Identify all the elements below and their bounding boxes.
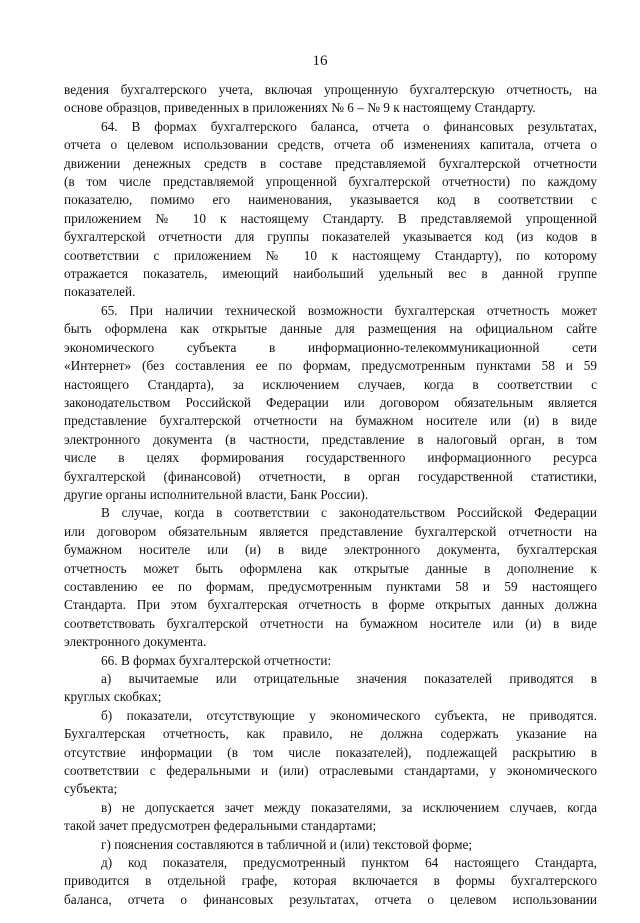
- text-line: движении денежных средств в составе представляемой бухгалтерской отчетности: [64, 155, 597, 171]
- text-line: круглых скобках;: [64, 689, 162, 705]
- document-body: [64, 81, 597, 909]
- text-line: «Интернет» (без составления ее по формам, предусмотренным пунктами 58 и 59: [64, 358, 597, 374]
- text-line: отражается показатель, имеющий наибольший удельный вес в данной группе: [64, 266, 597, 282]
- text-line: или договором обязательным является представление бухгалтерской отчетности на: [64, 523, 597, 539]
- text-line: бухгалтерской (финансовой) отчетности, в орган государственной статистики,: [64, 468, 597, 484]
- text-line: соответствовать бухгалтерской отчетности на бумажном носителе или (и) в виде: [64, 615, 597, 631]
- text-line: 65. При наличии технической возможности бухгалтерская отчетность может: [101, 302, 597, 318]
- text-line: законодательством Российской Федерации или договором обязательным является: [64, 394, 597, 410]
- text-line: д) код показателя, предусмотренный пунктом 64 настоящего Стандарта,: [101, 855, 597, 871]
- text-line: соответствии с федеральными и (или) отраслевыми стандартами, у экономического: [64, 763, 597, 779]
- text-line: бумажном носителе или (и) в виде электронного документа, бухгалтерская: [64, 542, 597, 558]
- text-line: показателей.: [64, 284, 136, 300]
- text-line: бухгалтерской отчетности для группы показателей указывается код (из кодов в: [64, 229, 597, 245]
- text-line: В случае, когда в соответствии с законодательством Российской Федерации: [101, 505, 597, 521]
- text-line: г) пояснения составляются в табличной и (или) текстовой форме;: [101, 836, 473, 852]
- text-line: в) не допускается зачет между показателями, за исключением случаев, когда: [101, 799, 597, 815]
- text-line: баланса, отчета о финансовых результатах, отчета о целевом использовании: [64, 891, 597, 907]
- text-line: другие органы исполнительной власти, Банк России).: [64, 486, 369, 502]
- text-line: приложением № 10 к настоящему Стандарту. В представляемой упрощенной: [64, 210, 597, 226]
- text-line: показателю, помимо его наименования, указывается код в соответствии с: [64, 192, 597, 208]
- text-line: представление бухгалтерской отчетности на бумажном носителе или (и) в виде: [64, 413, 597, 429]
- text-line: экономического субъекта в информационно-телекоммуникационной сети: [64, 339, 597, 355]
- text-line: (в том числе представляемой упрощенной бухгалтерской отчетности) по каждому: [64, 174, 597, 190]
- text-line: основе образцов, приведенных в приложениях № 6 – № 9 к настоящему Стандарту.: [64, 100, 536, 116]
- text-line: Бухгалтерская отчетность, как правило, не должна содержать указание на: [64, 726, 597, 742]
- text-line: электронного документа (в частности, представление в налоговый орган, в том: [64, 431, 597, 447]
- text-line: а) вычитаемые или отрицательные значения показателей приводятся в: [101, 671, 597, 686]
- text-line: субъекта;: [64, 781, 118, 797]
- text-line: отсутствие информации (в том числе показателей), подлежащей раскрытию в: [64, 744, 597, 760]
- text-line: соответствии с приложением № 10 к настоящему Стандарту), по которому: [64, 247, 597, 263]
- page-number: 16: [312, 53, 328, 69]
- text-line: числе в целях формирования государственного информационного ресурса: [64, 450, 597, 466]
- text-line: б) показатели, отсутствующие у экономического субъекта, не приводятся.: [101, 707, 597, 723]
- text-line: отчета о целевом использовании средств, отчета об изменениях капитала, отчета о: [64, 137, 597, 153]
- text-line: приводится в отдельной графе, которая включается в формы бухгалтерского: [64, 873, 597, 889]
- text-line: ведения бухгалтерского учета, включая упрощенную бухгалтерскую отчетность, на: [64, 82, 597, 97]
- text-line: 66. В формах бухгалтерской отчетности:: [101, 652, 332, 668]
- text-line: электронного документа.: [64, 634, 207, 650]
- text-line: Стандарта. При этом бухгалтерская отчетность в форме открытых данных должна: [64, 597, 597, 613]
- text-line: составлению ее по формам, предусмотренным пунктами 58 и 59 настоящего: [64, 578, 597, 594]
- text-line: такой зачет предусмотрен федеральными стандартами;: [64, 818, 377, 834]
- text-line: настоящего Стандарта), за исключением случаев, когда в соответствии с: [64, 376, 597, 392]
- text-line: 64. В формах бухгалтерского баланса, отчета о финансовых результатах,: [101, 118, 597, 134]
- text-line: отчетность может быть оформлена как открытые данные в дополнение к: [64, 560, 597, 576]
- text-line: быть оформлена как открытые данные для размещения на официальном сайте: [64, 321, 597, 337]
